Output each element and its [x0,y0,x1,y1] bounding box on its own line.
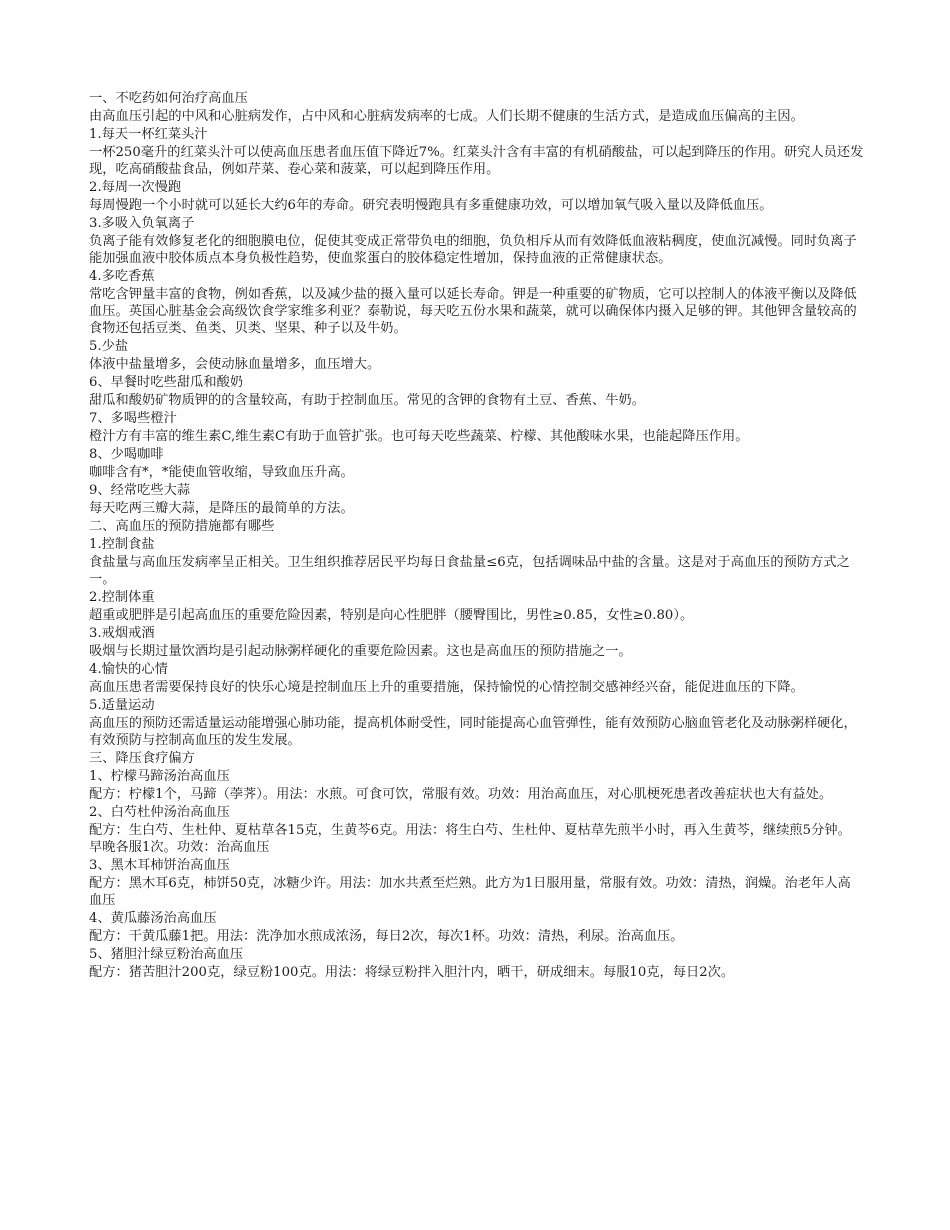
section-heading: 1、柠檬马蹄汤治高血压 [89,769,230,784]
paragraph: 常吃含钾量丰富的食物，例如香蕉，以及减少盐的摄入量可以延长寿命。钾是一种重要的矿物质，它可以控制人的体液平衡以及降低血压。英国心脏基金会高级饮食学家维多利亚？泰勒说，每天吃五份水果和蔬菜，就可以确保体内摄入足够的钾。其他钾含量较高的食物还包括豆类、鱼类、贝类、坚果、种子以及牛奶。 [89,287,857,336]
section-heading: 8、少喝咖啡 [89,447,164,462]
section-heading: 一、不吃药如何治疗高血压 [89,91,248,106]
paragraph: 吸烟与长期过量饮酒均是引起动脉粥样硬化的重要危险因素。这也是高血压的预防措施之一。 [89,644,632,659]
paragraph: 配方：黑木耳6克，柿饼50克，冰糖少许。用法：加水共煮至烂熟。此方为1日服用量，常服有效。功效：清热，润燥。治老年人高血压 [89,876,851,908]
section-heading: 三、降压食疗偏方 [89,751,195,766]
section-heading: 1.每天一杯红菜头汁 [89,127,208,142]
section-heading: 5、猪胆汁绿豆粉治高血压 [89,947,244,962]
section-heading: 4.愉快的心情 [89,662,168,677]
paragraph: 甜瓜和酸奶矿物质钾的的含量较高，有助于控制血压。常见的含钾的食物有土豆、香蕉、牛奶。 [89,393,645,408]
paragraph: 由高血压引起的中风和心脏病发作，占中风和心脏病发病率的七成。人们长期不健康的生活方式，是造成血压偏高的主因。 [89,109,804,124]
section-heading: 二、高血压的预防措施都有哪些 [89,519,275,534]
section-heading: 5.少盐 [89,339,129,354]
paragraph: 一杯250毫升的红菜头汁可以使高血压患者血压值下降近7%。红菜头汁含有丰富的有机硝酸盐，可以起到降压的作用。研究人员还发现，吃高硝酸盐食品，例如芹菜、卷心菜和菠菜，可以起到降压作用。 [89,145,864,177]
paragraph: 咖啡含有*，*能使血管收缩，导致血压升高。 [89,465,354,480]
section-heading: 7、多喝些橙汁 [89,411,177,426]
section-heading: 2.每周一次慢跑 [89,180,182,195]
paragraph: 配方：柠檬1个，马蹄（荸荠）。用法：水煎。可食可饮，常服有效。功效：用治高血压，对心肌梗死患者改善症状也大有益处。 [89,787,833,802]
paragraph: 每周慢跑一个小时就可以延长大约6年的寿命。研究表明慢跑具有多重健康功效，可以增加氧气吸入量以及降低血压。 [89,198,773,213]
section-heading: 4.多吃香蕉 [89,269,155,284]
section-heading: 3.多吸入负氧离子 [89,216,195,231]
section-heading: 2.控制体重 [89,590,155,605]
section-heading: 5.适量运动 [89,698,155,713]
paragraph: 高血压的预防还需适量运动能增强心肺功能，提高机体耐受性，同时能提高心血管弹性，能有效预防心脑血管老化及动脉粥样硬化，有效预防与控制高血压的发生发展。 [89,716,857,748]
document-body [89,89,864,981]
section-heading: 3.戒烟戒酒 [89,626,155,641]
section-heading: 2、白芍杜仲汤治高血压 [89,805,230,820]
paragraph: 配方：猪苦胆汁200克，绿豆粉100克。用法：将绿豆粉拌入胆汁内，晒干，研成细末。每服10克，每日2次。 [89,965,735,980]
section-heading: 4、黄瓜藤汤治高血压 [89,911,217,926]
paragraph: 高血压患者需要保持良好的快乐心境是控制血压上升的重要措施，保持愉悦的心情控制交感神经兴奋，能促进血压的下降。 [89,680,804,695]
paragraph: 橙汁方有丰富的维生素C,维生素C有助于血管扩张。也可每天吃些蔬菜、柠檬、其他酸味水果，也能起降压作用。 [89,429,749,444]
paragraph: 超重或肥胖是引起高血压的重要危险因素，特别是向心性肥胖（腰臀围比，男性≥0.85，女性≥0.80）。 [89,608,694,623]
paragraph: 负离子能有效修复老化的细胞膜电位，促使其变成正常带负电的细胞，负负相斥从而有效降低血液粘稠度，使血沉减慢。同时负离子能加强血液中胶体质点本身负极性趋势，使血浆蛋白的胶体稳定性增加，保持血液的正常健康状态。 [89,234,857,266]
section-heading: 3、黑木耳柿饼治高血压 [89,858,230,873]
section-heading: 6、早餐时吃些甜瓜和酸奶 [89,375,244,390]
paragraph: 配方：干黄瓜藤1把。用法：洗净加水煎成浓汤，每日2次，每次1杯。功效：清热，利尿。治高血压。 [89,929,684,944]
paragraph: 每天吃两三瓣大蒜，是降压的最简单的方法。 [89,501,354,516]
paragraph: 体液中盐量增多，会使动脉血量增多，血压增大。 [89,357,381,372]
paragraph: 食盐量与高血压发病率呈正相关。卫生组织推荐居民平均每日食盐量≤6克，包括调味品中盐的含量。这是对于高血压的预防方式之一。 [89,555,850,587]
section-heading: 9、经常吃些大蒜 [89,483,191,498]
paragraph: 配方：生白芍、生杜仲、夏枯草各15克，生黄芩6克。用法：将生白芍、生杜仲、夏枯草先煎半小时，再入生黄芩，继续煎5分钟。早晚各服1次。功效：治高血压 [89,823,851,855]
section-heading: 1.控制食盐 [89,537,155,552]
